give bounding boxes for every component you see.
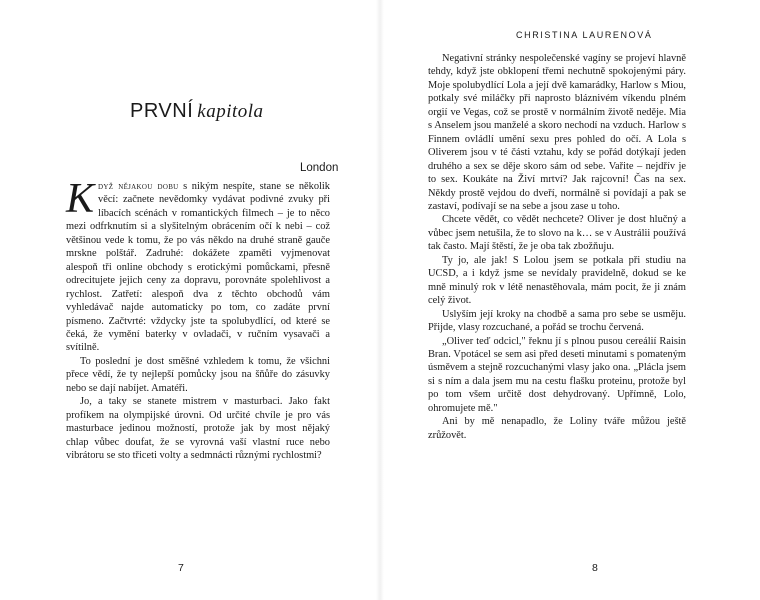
drop-cap: K	[66, 176, 95, 222]
smallcaps-lead: dyž nějakou dobu	[98, 181, 179, 192]
right-body-text	[428, 52, 686, 442]
right-page	[380, 0, 760, 600]
paragraph: Ani by mě nenapadlo, že Loliny tváře můžou ještě zrůžovět.	[428, 416, 686, 441]
opening-paragraph	[66, 176, 330, 355]
chapter-title-word: PRVNÍ	[130, 100, 194, 122]
paragraph: Uslyším její kroky na chodbě a sama pro sebe se usměju. Přijde, vlasy rozcuchané, a pořád se trochu červená.	[428, 308, 686, 334]
page-number-right: 8	[592, 562, 598, 574]
paragraph-text: s nikým nespíte, stane se několik věcí: začnete nevědomky vydávat podivné zvuky při líbacích scénách v romantických filmech – je to něco mezi odfrknutím si a slyšitelným obrácením očí k nebi – což většinou vede k tomu, že po vás někdo na druhé straně gauče mrskne polštář. Zadruhé: dokážete zpaměti vyjmenovat alespoň tři online obchody s erotickými pomůckami, přesně odrecitujete jejich ceny za dopravu, porovnáte spolehlivost a rychlost. Zatřetí: alespoň dva z těchto obchodů vám vyhledávač najde automaticky po tom, co zadáte první písmeno. Začtvrté: vždycky jste ta spolubydlící, od které se čeká, že vymění baterky v ovladači, v ručním vysavači a svítilně.	[66, 181, 330, 354]
paragraph: „Oliver teď odcicl," řeknu jí s plnou pusou cereálií Raisin Bran. Vpotácel se sem asi před deseti minutami s pomateným úsměvem a stejně rozcuchanými vlasy jako ona. „Plácla jsem si s ním a dala jsem mu na cestu flašku proteinu, protože byl po tom všem určitě dost dehydrovaný. Upřímně, Lolo, ohromujete mě."	[428, 335, 686, 414]
chapter-title-script: kapitola	[197, 101, 264, 122]
location-label: London	[300, 162, 339, 174]
paragraph: Negativní stránky nespolečenské vagíny se projeví hlavně tehdy, když jste obklopení třemi nechutně spokojenými páry. Moje spolubydlící Lola a její dvě kamarádky, Harlow s Miou, potkaly své miláčky při naprosto bláznivém víkendu plném orgií ve Vegas, což se prostě v normálním životě neděje. Mia s Anselem jsou manželé a skoro nechodí na vzduch. Harlow s Finnem ovládlí umění sexu pres pohled do očí. A Lola s Oliverem jsou v té části vztahu, kdy se pořád dotýkají jeden druhého a sex se děje skoro sám od sebe. Vařite – nejdřív je to sex. Koukáte na Živí mrtví? Jak rajcovní! Čas na sex. Někdy prostě vejdou do dveří, normálně si povídají a pak se zastaví, podívají se na sebe a jsou zase u toho.	[428, 53, 686, 212]
paragraph: Chcete vědět, co vědět nechcete? Oliver je dost hlučný a vůbec jsem netušila, že to slovo na k… se v Austrálii používá tak často. Mají štěstí, že je oba tak zbožňuju.	[428, 214, 686, 253]
chapter-title	[130, 100, 264, 123]
left-body-text	[66, 176, 330, 463]
paragraph: Ty jo, ale jak! S Lolou jsem se potkala při studiu na UCSD, a i když jsme se nevídaly pravidelně, dokud se ke mně minulý rok v létě nenastěhovala, mám pocit, že ji znám celý život.	[428, 254, 686, 307]
page-number-left: 7	[178, 562, 184, 574]
paragraph: To poslední je dost směšné vzhledem k tomu, že všichni přece vědí, že ty nejlepší pomůcky jsou na šňůře do zásuvky nebo se dají nabíjet. Amatéři.	[66, 355, 330, 394]
running-head: CHRISTINA LAURENOVÁ	[516, 30, 653, 40]
paragraph: Jo, a taky se stanete mistrem v masturbaci. Jako fakt profíkem na olympijské úrovni. Od určité chvíle je pro vás masturbace jedinou možností, protože jak by most nějaký chlap vůbec doufat, že se vyrovná vaší vlastní ruce nebo vibrátoru se sto třiceti volty a sedmnácti různými rychlostmi?	[66, 396, 330, 462]
